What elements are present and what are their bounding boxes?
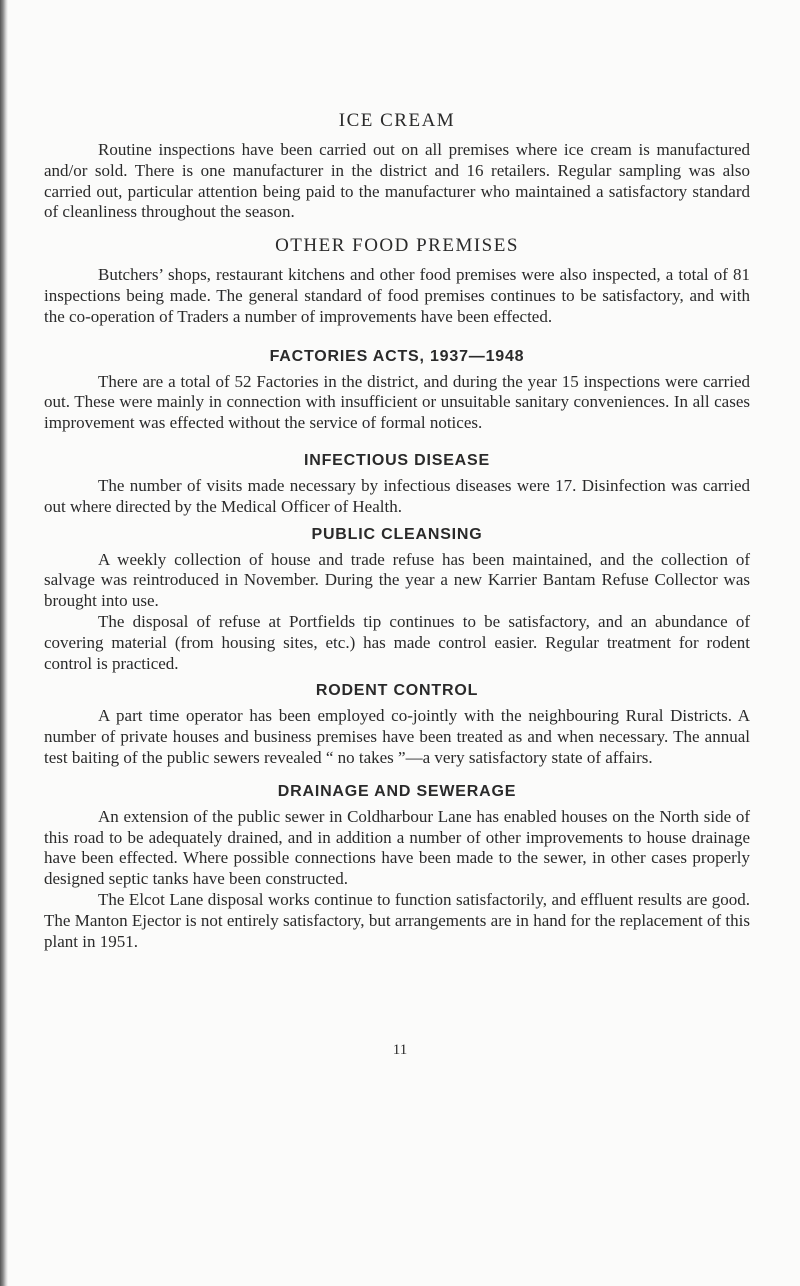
section-rodent-control: [44, 682, 750, 768]
heading-drainage-and-sewerage: DRAINAGE AND SEWERAGE: [277, 782, 517, 800]
heading-public-cleansing: PUBLIC CLEANSING: [311, 525, 483, 543]
paragraph-other-food-premises: Butchers’ shops, restaurant kitchens and other food premises were also inspected, a total of 81 inspections being made. The general standard of food premises continues to be satisfactory, and with the co-operation of Traders a number of improvements have been effected.: [44, 265, 750, 326]
heading-factories-acts: FACTORIES ACTS, 1937—1948: [269, 347, 525, 365]
section-factories-acts: [44, 348, 750, 434]
heading-infectious-disease: INFECTIOUS DISEASE: [304, 451, 490, 469]
paragraph-factories-acts: There are a total of 52 Factories in the district, and during the year 15 inspections were carried out. These were mainly in connection with insufficient or unsuitable sanitary conveniences. In all cases improvement was effected without the service of formal notices.: [44, 371, 750, 433]
page-binding-edge: [0, 0, 8, 1286]
paragraph-public-cleansing-1: A weekly collection of house and trade refuse has been maintained, and the collection of salvage was reintroduced in November. During the year a new Karrier Bantam Refuse Collector was brought into use.: [44, 549, 750, 611]
section-infectious-disease: [44, 452, 750, 518]
heading-other-food-premises: OTHER FOOD PREMISES: [275, 235, 519, 257]
section-ice-cream: [44, 110, 750, 223]
paragraph-rodent-control: A part time operator has been employed co-jointly with the neighbouring Rural Districts. A number of private houses and business premises have been treated as and when necessary. The annual test baiting of the public sewers revealed “ no takes ”—a very satisfactory state of affairs.: [44, 706, 750, 767]
paragraph-infectious-disease: The number of visits made necessary by infectious diseases were 17. Disinfection was carried out where directed by the Medical Officer of Health.: [44, 475, 750, 516]
heading-rodent-control: RODENT CONTROL: [315, 682, 479, 700]
paragraph-ice-cream: Routine inspections have been carried out on all premises where ice cream is manufactured and/or sold. There is one manufacturer in the district and 16 retailers. Regular sampling was also carried out, particular attention being paid to the manufacturer who maintained a satisfactory standard of cleanliness throughout the season.: [44, 140, 750, 222]
paragraph-drainage-1: An extension of the public sewer in Coldharbour Lane has enabled houses on the North side of this road to be adequately drained, and in addition a number of other improvements to house drainage have been effected. Where possible connections have been made to the sewer, in other cases properly designed septic tanks have been constructed.: [44, 806, 750, 889]
paragraph-public-cleansing-2: The disposal of refuse at Portfields tip continues to be satisfactory, and an abundance of covering material (from housing sites, etc.) has made control easier. Regular treatment for rodent control is practiced.: [44, 611, 750, 673]
section-drainage-and-sewerage: [44, 783, 750, 953]
heading-ice-cream: ICE CREAM: [338, 110, 456, 131]
section-other-food-premises: [44, 235, 750, 327]
document-page: [44, 110, 750, 952]
page-number: 11: [392, 1042, 408, 1058]
paragraph-drainage-2: The Elcot Lane disposal works continue to function satisfactorily, and effluent results are good. The Manton Ejector is not entirely satisfactory, but arrangements are in hand for the replacement of this plant in 1951.: [44, 889, 750, 951]
section-public-cleansing: [44, 526, 750, 675]
